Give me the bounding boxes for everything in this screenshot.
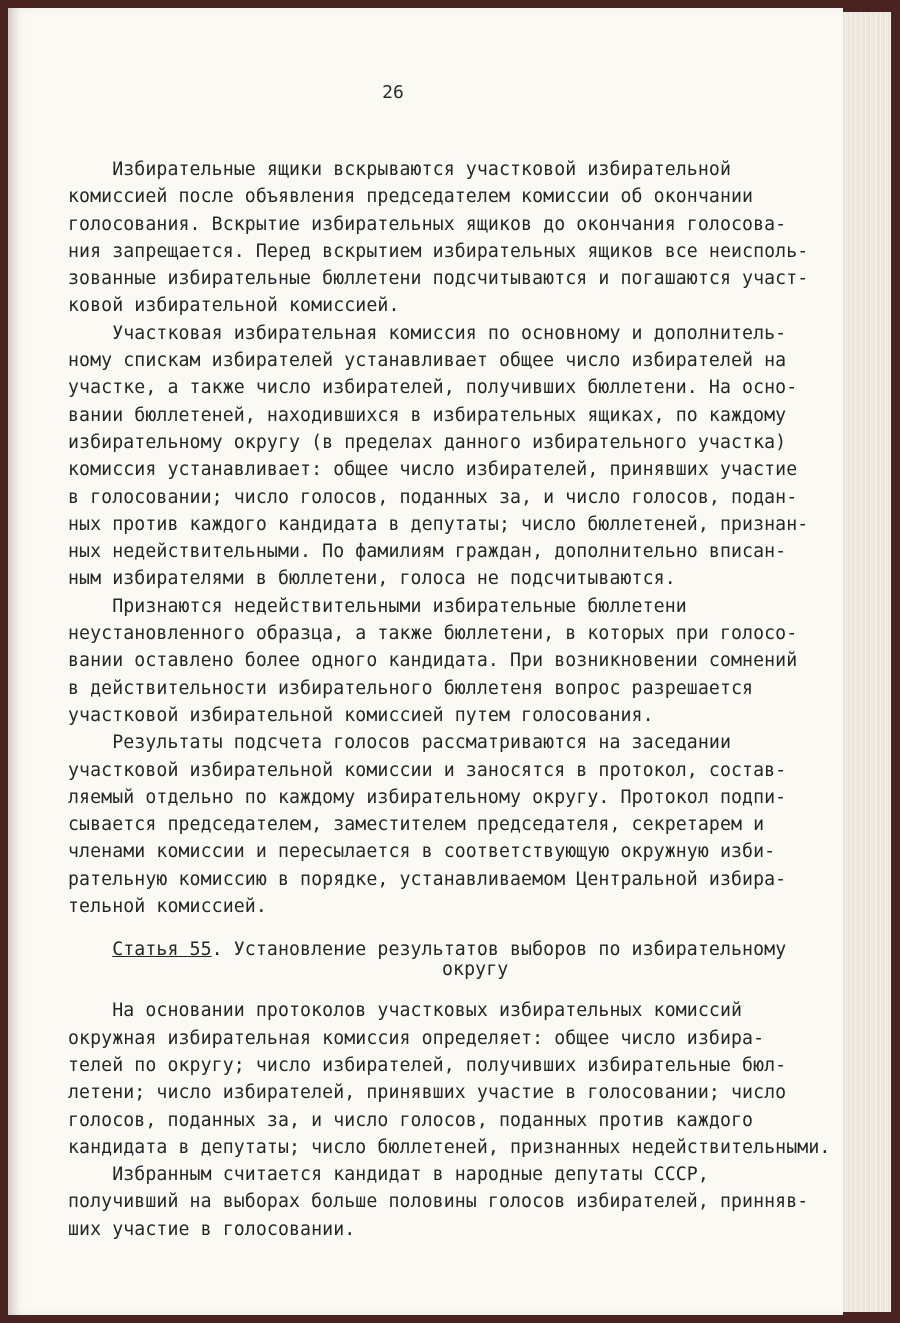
- text-line: получивший на выборах больше половины голосов избирателей, принняв-: [68, 1191, 809, 1213]
- text-line: участковой избирательной комиссии и заносятся в протокол, состав-: [68, 759, 787, 781]
- page-edges: [836, 12, 891, 1312]
- text-line: ния запрещается. Перед вскрытием избирательных ящиков все неисполь-: [68, 240, 809, 262]
- text-line: неустановленного образца, а также бюллетени, в которых при голосо-: [68, 623, 798, 645]
- text-line: ших участие в голосовании.: [68, 1218, 356, 1240]
- text-line: голосов, поданных за, и число голосов, поданных против каждого: [68, 1109, 754, 1131]
- text-line: окружная избирательная комиссия определяет: общее число избира-: [68, 1027, 765, 1049]
- text-line: тельной комиссией.: [68, 896, 267, 918]
- document-body: [68, 156, 831, 1243]
- text-line: кандидата в депутаты; число бюллетеней, признанных недействительными.: [68, 1136, 831, 1158]
- text-line: На основании протоколов участковых избирательных комиссий: [68, 1000, 743, 1022]
- text-line: Результаты подсчета голосов рассматриваются на заседании: [68, 732, 731, 754]
- text-line: телей по округу; число избирателей, получивших избирательные бюл-: [68, 1054, 787, 1076]
- text-line: рательную комиссию в порядке, устанавливаемом Центральной избира-: [68, 868, 787, 890]
- paragraph: [68, 593, 828, 729]
- text-line: избирательному округу (в пределах данного избирательного участка): [68, 431, 787, 453]
- text-line: ным избирателями в бюллетени, голоса не подсчитываются.: [68, 568, 676, 590]
- text-line: ному спискам избирателей устанавливает общее число избирателей на: [68, 350, 787, 372]
- section-before-article: [68, 156, 828, 920]
- paragraph: [68, 156, 828, 320]
- text-line: в действительности избирательного бюллетеня вопрос разрешается: [68, 677, 754, 699]
- text-line: зованные избирательные бюллетени подсчитываются и погашаются участ-: [68, 268, 809, 290]
- paragraph: [68, 729, 828, 920]
- article-heading-line-1: [68, 940, 828, 960]
- text-line: ковой избирательной комиссией.: [68, 295, 400, 317]
- article-title: . Установление результатов выборов по избирательному: [211, 939, 787, 961]
- text-line: в голосовании; число голосов, поданных за, и число голосов, подан-: [68, 486, 798, 508]
- text-line: участковой избирательной комиссией путем голосования.: [68, 704, 654, 726]
- text-line: вании оставлено более одного кандидата. При возникновении сомнений: [68, 650, 798, 672]
- paragraph: [68, 997, 831, 1161]
- text-line: ляемый отдельно по каждому избирательному округу. Протокол подпи-: [68, 786, 787, 808]
- text-line: Участковая избирательная комиссия по основному и дополнитель-: [68, 322, 787, 344]
- text-line: комиссия устанавливает: общее число избирателей, принявших участие: [68, 459, 798, 481]
- section-after-article: [68, 997, 831, 1243]
- text-line: сывается председателем, заместителем председателя, секретарем и: [68, 814, 765, 836]
- text-line: вании бюллетеней, находившихся в избирательных ящиках, по каждому: [68, 404, 787, 426]
- paragraph: [68, 320, 828, 593]
- text-line: ных недействительными. По фамилиям граждан, дополнительно вписан-: [68, 541, 787, 563]
- article-heading-line-2: округу: [442, 959, 509, 981]
- article-label: Статья 55: [112, 939, 212, 961]
- text-line: членами комиссии и пересылается в соответствующую окружную изби-: [68, 841, 776, 863]
- text-line: голосования. Вскрытие избирательных ящиков до окончания голосова-: [68, 213, 787, 235]
- text-line: участке, а также число избирателей, получивших бюллетени. На осно-: [68, 377, 798, 399]
- text-line: ных против каждого кандидата в депутаты; число бюллетеней, признан-: [68, 513, 809, 535]
- text-line: Признаются недействительными избирательные бюллетени: [68, 595, 687, 617]
- article-heading: [68, 940, 828, 980]
- document-page: [8, 8, 843, 1315]
- paragraph: [68, 1161, 828, 1243]
- text-line: Избирательные ящики вскрываются участковой избирательной: [68, 159, 731, 180]
- text-line: летени; число избирателей, принявших участие в голосовании; число: [68, 1082, 787, 1104]
- text-line: Избранным считается кандидат в народные депутаты СССР,: [68, 1164, 709, 1186]
- page-number: 26: [382, 82, 404, 103]
- text-line: комиссией после объявления председателем комиссии об окончании: [68, 186, 754, 208]
